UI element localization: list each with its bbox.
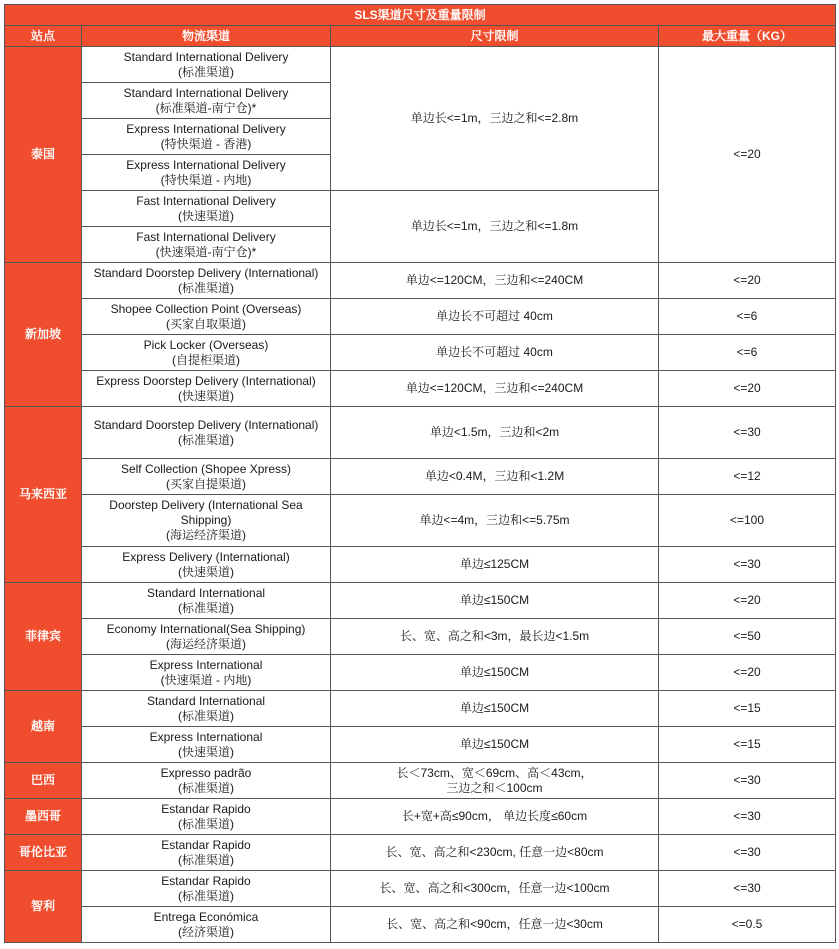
weight-cell: <=20 (659, 263, 836, 299)
size-cell: 长、宽、高之和<230cm, 任意一边<80cm (331, 835, 659, 871)
size-cell: 单边长<=1m，三边之和<=2.8m (331, 47, 659, 191)
size-cell: 单边<=120CM，三边和<=240CM (331, 371, 659, 407)
channel-zh: (标准渠道-南宁仓)* (155, 100, 257, 115)
channel-zh: (海运经济渠道) (166, 528, 246, 542)
channel-zh: (标准渠道) (178, 600, 234, 615)
weight-cell: <=15 (659, 727, 836, 763)
channel-cell (82, 227, 331, 263)
channel-zh: (标准渠道) (178, 64, 234, 79)
channel-en: Express International (149, 729, 263, 744)
channel-en: Entrega Económica (153, 909, 259, 924)
channel-cell (82, 155, 331, 191)
channel-zh: (快速渠道) (178, 744, 234, 759)
channel-en: Standard Doorstep Delivery (International) (93, 265, 319, 280)
site-cell-mexico: 墨西哥 (5, 799, 82, 835)
channel-cell (82, 691, 331, 727)
channel-en: Shopee Collection Point (Overseas) (110, 301, 302, 316)
weight-cell: <=30 (659, 799, 836, 835)
channel-cell (82, 871, 331, 907)
channel-en: Express International (149, 657, 263, 672)
channel-en: Doorstep Delivery (International Sea Shipping) (109, 498, 303, 527)
site-cell-brazil: 巴西 (5, 763, 82, 799)
sls-limits-table (4, 4, 836, 943)
size-cell: 单边长不可超过 40cm (331, 299, 659, 335)
channel-cell (82, 727, 331, 763)
size-cell: 单边≤150CM (331, 655, 659, 691)
channel-zh: (标准渠道) (178, 280, 234, 295)
size-cell: 单边<=4m，三边和<=5.75m (331, 495, 659, 547)
weight-cell: <=20 (659, 583, 836, 619)
channel-en: Fast International Delivery (136, 193, 276, 208)
weight-cell: <=6 (659, 299, 836, 335)
channel-cell (82, 191, 331, 227)
channel-cell (82, 299, 331, 335)
table-row (5, 335, 836, 371)
weight-cell: <=30 (659, 763, 836, 799)
channel-en: Estandar Rapido (161, 837, 251, 852)
channel-cell (82, 547, 331, 583)
weight-cell: <=100 (659, 495, 836, 547)
channel-cell (82, 495, 331, 547)
weight-cell: <=30 (659, 835, 836, 871)
channel-zh: (快速渠道) (178, 564, 234, 579)
weight-cell: <=20 (659, 371, 836, 407)
site-cell-colombia: 哥伦比亚 (5, 835, 82, 871)
channel-cell (82, 763, 331, 799)
size-cell: 长、宽、高之和<3m，最长边<1.5m (331, 619, 659, 655)
table-row (5, 299, 836, 335)
channel-en: Pick Locker (Overseas) (143, 337, 269, 352)
table-row (5, 371, 836, 407)
size-line-2: 三边之和＜100cm (446, 780, 543, 795)
size-cell: 长、宽、高之和<300cm，任意一边<100cm (331, 871, 659, 907)
size-cell: 单边长不可超过 40cm (331, 335, 659, 371)
weight-cell: <=50 (659, 619, 836, 655)
size-cell: 长、宽、高之和<90cm，任意一边<30cm (331, 907, 659, 943)
channel-en: Express International Delivery (126, 121, 286, 136)
table-row (5, 47, 836, 83)
channel-zh: (买家自提渠道) (166, 476, 246, 491)
table-row (5, 547, 836, 583)
site-cell-singapore: 新加坡 (5, 263, 82, 407)
weight-cell: <=30 (659, 871, 836, 907)
channel-zh: (自提柜渠道) (172, 352, 240, 367)
size-line-1: 长＜73cm、宽＜69cm、高＜43cm， (396, 765, 593, 780)
table-row (5, 495, 836, 547)
channel-en: Standard Doorstep Delivery (International) (93, 417, 319, 432)
channel-cell (82, 119, 331, 155)
weight-cell: <=30 (659, 407, 836, 459)
weight-cell: <=15 (659, 691, 836, 727)
table-row (5, 655, 836, 691)
channel-cell (82, 655, 331, 691)
header-row (5, 26, 836, 47)
site-cell-chile: 智利 (5, 871, 82, 943)
table-row (5, 583, 836, 619)
channel-cell (82, 371, 331, 407)
channel-zh: (标准渠道) (178, 708, 234, 723)
weight-cell: <=20 (659, 47, 836, 263)
channel-zh: (标准渠道) (178, 816, 234, 831)
site-cell-vietnam: 越南 (5, 691, 82, 763)
table-row (5, 691, 836, 727)
size-cell: 单边≤125CM (331, 547, 659, 583)
channel-zh: (经济渠道) (178, 924, 234, 939)
channel-en: Express Doorstep Delivery (International) (96, 373, 316, 388)
channel-cell (82, 263, 331, 299)
channel-en: Express Delivery (International) (122, 549, 290, 564)
header-site: 站点 (5, 26, 82, 47)
size-cell: 单边<=120CM，三边和<=240CM (331, 263, 659, 299)
table-row (5, 263, 836, 299)
table-row (5, 619, 836, 655)
size-cell: 单边≤150CM (331, 691, 659, 727)
channel-en: Standard International Delivery (123, 85, 289, 100)
channel-en: Fast International Delivery (136, 229, 276, 244)
weight-cell: <=20 (659, 655, 836, 691)
channel-en: Estandar Rapido (161, 801, 251, 816)
channel-en: Standard International (146, 693, 266, 708)
weight-cell: <=0.5 (659, 907, 836, 943)
size-cell: 单边≤150CM (331, 727, 659, 763)
size-cell: 单边<1.5m，三边和<2m (331, 407, 659, 459)
channel-en: Estandar Rapido (161, 873, 251, 888)
channel-zh: (海运经济渠道) (166, 636, 246, 651)
channel-cell (82, 335, 331, 371)
size-cell: 单边≤150CM (331, 583, 659, 619)
table-row (5, 799, 836, 835)
weight-cell: <=12 (659, 459, 836, 495)
channel-cell (82, 583, 331, 619)
size-cell (331, 763, 659, 799)
size-cell: 单边长<=1m，三边之和<=1.8m (331, 191, 659, 263)
channel-zh: (快速渠道-南宁仓)* (155, 244, 257, 259)
site-cell-malaysia: 马来西亚 (5, 407, 82, 583)
channel-cell (82, 907, 331, 943)
channel-zh: (快速渠道 - 内地) (160, 672, 252, 687)
size-cell: 单边<0.4M，三边和<1.2M (331, 459, 659, 495)
channel-en: Standard International Delivery (123, 49, 289, 64)
channel-zh: (快速渠道) (178, 388, 234, 403)
table-row (5, 835, 836, 871)
channel-zh: (买家自取渠道) (166, 316, 246, 331)
channel-en: Expresso padrão (160, 765, 252, 780)
channel-en: Express International Delivery (126, 157, 286, 172)
weight-cell: <=30 (659, 547, 836, 583)
table-row (5, 727, 836, 763)
channel-zh: (特快渠道 - 香港) (160, 136, 252, 151)
size-cell: 长+宽+高≤90cm， 单边长度≤60cm (331, 799, 659, 835)
table-row (5, 907, 836, 943)
table-row (5, 871, 836, 907)
channel-zh: (标准渠道) (178, 888, 234, 903)
site-cell-thailand: 泰国 (5, 47, 82, 263)
channel-en: Economy International(Sea Shipping) (106, 621, 306, 636)
channel-zh: (标准渠道) (178, 852, 234, 867)
channel-en: Standard International (146, 585, 266, 600)
header-size: 尺寸限制 (331, 26, 659, 47)
channel-cell (82, 799, 331, 835)
header-weight: 最大重量（KG） (659, 26, 836, 47)
table-row (5, 407, 836, 459)
table-row (5, 763, 836, 799)
channel-cell (82, 835, 331, 871)
title-row (5, 5, 836, 26)
table-row (5, 459, 836, 495)
channel-cell (82, 619, 331, 655)
channel-cell (82, 407, 331, 459)
site-cell-philippines: 菲律宾 (5, 583, 82, 691)
channel-zh: (标准渠道) (178, 432, 234, 447)
channel-zh: (标准渠道) (178, 780, 234, 795)
channel-zh: (特快渠道 - 内地) (160, 172, 252, 187)
weight-cell: <=6 (659, 335, 836, 371)
channel-cell (82, 459, 331, 495)
channel-cell (82, 47, 331, 83)
channel-en: Self Collection (Shopee Xpress) (120, 461, 292, 476)
channel-zh: (快速渠道) (178, 208, 234, 223)
channel-cell (82, 83, 331, 119)
table-title: SLS渠道尺寸及重量限制 (5, 5, 836, 26)
header-channel: 物流渠道 (82, 26, 331, 47)
